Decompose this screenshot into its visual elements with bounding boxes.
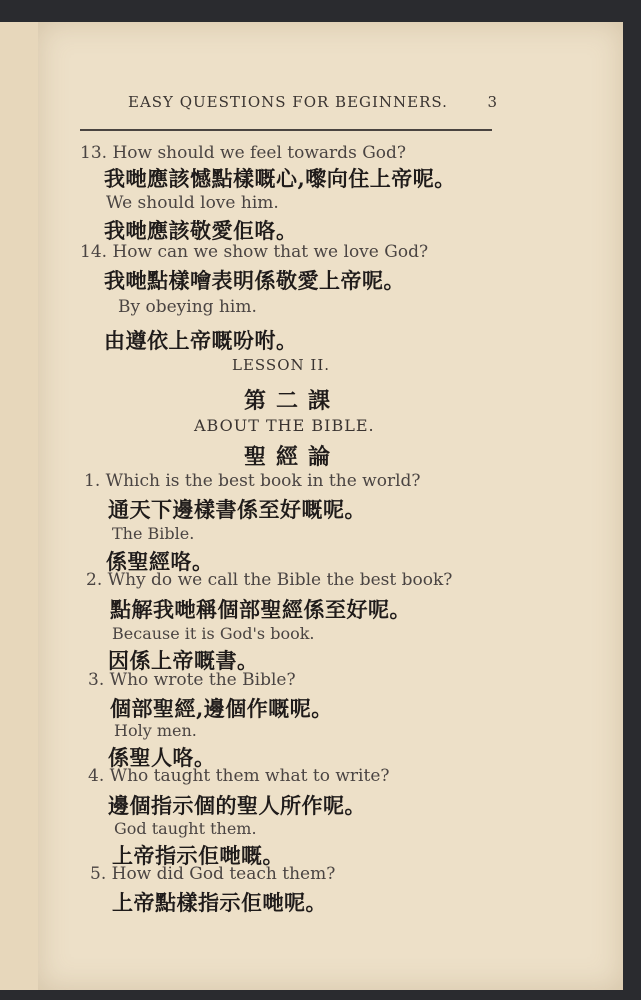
question-13-chinese: 我哋應該憾點樣嘅心,嚟向住上帝呢。 xyxy=(104,166,456,191)
question-13-english: 13. How should we feel towards God? xyxy=(80,143,407,163)
question-1-english: 1. Which is the best book in the world? xyxy=(84,471,421,491)
question-2-chinese: 點解我哋稱個部聖經係至好呢。 xyxy=(110,597,411,622)
section-heading: ABOUT THE BIBLE. xyxy=(194,416,375,435)
question-4-english: 4. Who taught them what to write? xyxy=(88,766,390,786)
lesson-heading: LESSON II. xyxy=(232,356,331,374)
answer-2-english: Because it is God's book. xyxy=(112,624,315,643)
question-5-english: 5. How did God teach them? xyxy=(90,864,336,884)
question-1-chinese: 通天下邊樣書係至好嘅呢。 xyxy=(108,497,366,522)
answer-3-chinese: 係聖人咯。 xyxy=(108,745,216,770)
question-14-chinese: 我哋點樣噲表明係敬愛上帝呢。 xyxy=(104,268,405,293)
answer-14-english: By obeying him. xyxy=(118,297,257,317)
answer-2-chinese: 因係上帝嘅書。 xyxy=(108,648,259,673)
answer-13-chinese: 我哋應該敬愛佢咯。 xyxy=(104,218,298,243)
answer-4-english: God taught them. xyxy=(114,819,257,838)
running-header xyxy=(128,93,498,111)
question-3-chinese: 個部聖經,邊個作嘅呢。 xyxy=(110,696,333,721)
previous-page-edge xyxy=(0,22,42,990)
lesson-heading-chinese: 第二課 xyxy=(244,388,341,414)
question-4-chinese: 邊個指示個的聖人所作呢。 xyxy=(108,793,366,818)
page-number: 3 xyxy=(487,93,498,111)
section-heading-chinese: 聖經論 xyxy=(244,444,341,470)
question-5-chinese: 上帝點樣指示佢哋呢。 xyxy=(112,890,327,915)
question-2-english: 2. Why do we call the Bible the best book? xyxy=(86,570,453,590)
answer-3-english: Holy men. xyxy=(114,721,197,740)
question-3-english: 3. Who wrote the Bible? xyxy=(88,670,296,690)
running-header-title: EASY QUESTIONS FOR BEGINNERS. xyxy=(128,93,448,111)
header-rule xyxy=(80,129,492,131)
question-14-english: 14. How can we show that we love God? xyxy=(80,242,429,262)
answer-14-chinese: 由遵依上帝嘅吩咐。 xyxy=(104,328,298,353)
answer-1-chinese: 係聖經咯。 xyxy=(106,549,214,574)
answer-4-chinese: 上帝指示佢哋嘅。 xyxy=(112,843,284,868)
answer-1-english: The Bible. xyxy=(112,524,195,543)
answer-13-english: We should love him. xyxy=(106,193,279,213)
